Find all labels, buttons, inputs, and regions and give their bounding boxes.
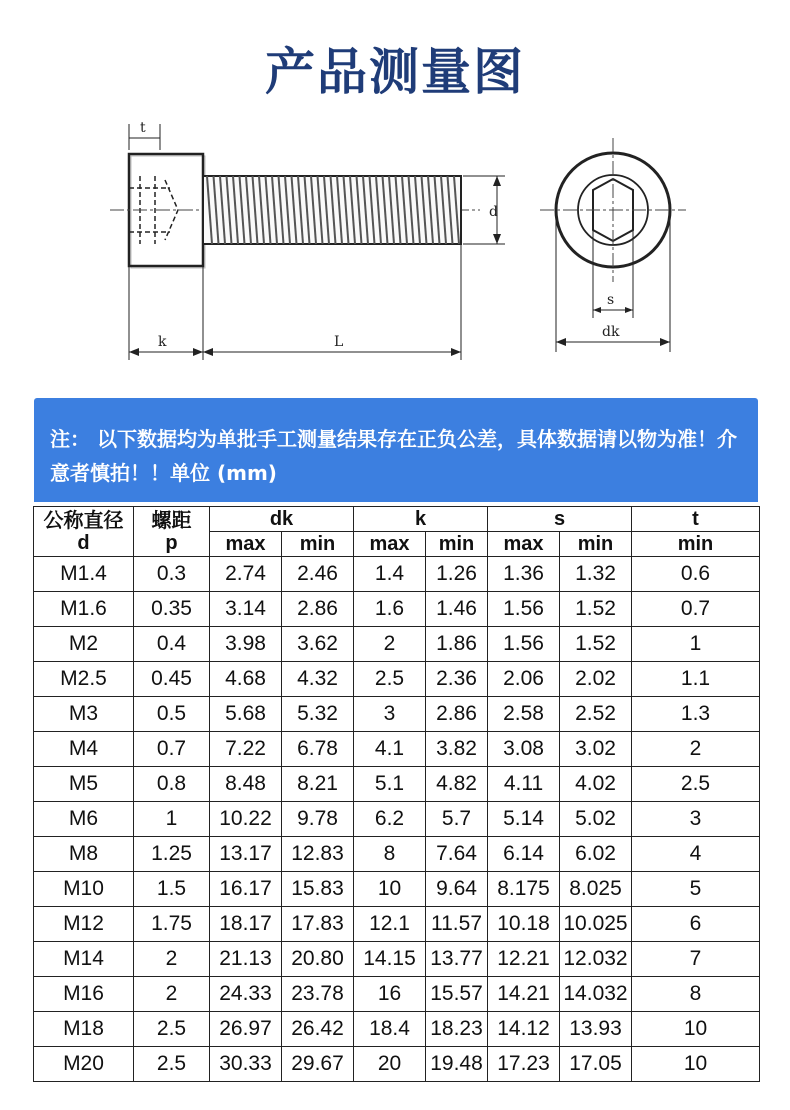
- table-row: [34, 592, 760, 627]
- cell-dk-min: 2.86: [282, 592, 354, 627]
- table-row: [34, 662, 760, 697]
- cell-nominal-d: M1.4: [34, 557, 134, 592]
- cell-k-max: 2: [354, 627, 426, 662]
- cell-pitch: 1: [134, 802, 210, 837]
- cell-s-min: 8.025: [560, 872, 632, 907]
- cell-t-min: 0.6: [632, 557, 760, 592]
- page-title: 产品测量图: [265, 43, 525, 101]
- cell-t-min: 8: [632, 977, 760, 1012]
- header-dk-max: max: [210, 532, 282, 557]
- cell-dk-min: 17.83: [282, 907, 354, 942]
- cell-dk-max: 8.48: [210, 767, 282, 802]
- cell-dk-min: 5.32: [282, 697, 354, 732]
- dim-label-t: t: [140, 120, 146, 136]
- table-row: [34, 977, 760, 1012]
- table-row: [34, 837, 760, 872]
- header-dk-min: min: [282, 532, 354, 557]
- table-row: [34, 627, 760, 662]
- dim-label-dk: dk: [602, 324, 620, 340]
- cell-nominal-d: M8: [34, 837, 134, 872]
- cell-k-min: 1.46: [426, 592, 488, 627]
- dim-label-L: L: [334, 334, 344, 350]
- cell-dk-min: 12.83: [282, 837, 354, 872]
- cell-pitch: 1.25: [134, 837, 210, 872]
- bolt-end-view: [540, 138, 686, 352]
- cell-t-min: 4: [632, 837, 760, 872]
- cell-k-min: 15.57: [426, 977, 488, 1012]
- cell-s-min: 1.52: [560, 592, 632, 627]
- bolt-measurement-diagram: [0, 110, 790, 380]
- cell-dk-min: 23.78: [282, 977, 354, 1012]
- cell-s-min: 6.02: [560, 837, 632, 872]
- table-row: [34, 942, 760, 977]
- cell-dk-min: 2.46: [282, 557, 354, 592]
- table-row: [34, 557, 760, 592]
- cell-pitch: 2.5: [134, 1012, 210, 1047]
- cell-nominal-d: M12: [34, 907, 134, 942]
- table-row: [34, 872, 760, 907]
- cell-t-min: 3: [632, 802, 760, 837]
- cell-t-min: 10: [632, 1012, 760, 1047]
- cell-s-max: 14.21: [488, 977, 560, 1012]
- cell-t-min: 2: [632, 732, 760, 767]
- cell-k-max: 10: [354, 872, 426, 907]
- cell-t-min: 1.3: [632, 697, 760, 732]
- cell-pitch: 2: [134, 977, 210, 1012]
- cell-k-max: 12.1: [354, 907, 426, 942]
- cell-pitch: 0.35: [134, 592, 210, 627]
- table-row: [34, 767, 760, 802]
- cell-nominal-d: M5: [34, 767, 134, 802]
- cell-dk-min: 8.21: [282, 767, 354, 802]
- cell-k-min: 1.86: [426, 627, 488, 662]
- cell-dk-max: 24.33: [210, 977, 282, 1012]
- cell-k-max: 16: [354, 977, 426, 1012]
- bolt-side-view: [110, 120, 505, 360]
- cell-dk-min: 20.80: [282, 942, 354, 977]
- cell-s-max: 4.11: [488, 767, 560, 802]
- cell-k-min: 18.23: [426, 1012, 488, 1047]
- cell-pitch: 0.4: [134, 627, 210, 662]
- cell-k-min: 13.77: [426, 942, 488, 977]
- cell-s-min: 14.032: [560, 977, 632, 1012]
- cell-k-min: 1.26: [426, 557, 488, 592]
- header-k-min: min: [426, 532, 488, 557]
- spec-table: [33, 506, 760, 1082]
- header-k-max: max: [354, 532, 426, 557]
- cell-nominal-d: M6: [34, 802, 134, 837]
- cell-s-max: 3.08: [488, 732, 560, 767]
- cell-k-min: 2.36: [426, 662, 488, 697]
- cell-t-min: 6: [632, 907, 760, 942]
- cell-s-max: 14.12: [488, 1012, 560, 1047]
- cell-s-min: 4.02: [560, 767, 632, 802]
- cell-s-max: 12.21: [488, 942, 560, 977]
- cell-s-max: 1.36: [488, 557, 560, 592]
- header-dk: dk: [210, 507, 354, 532]
- cell-k-min: 2.86: [426, 697, 488, 732]
- cell-s-min: 12.032: [560, 942, 632, 977]
- cell-pitch: 0.3: [134, 557, 210, 592]
- cell-pitch: 1.75: [134, 907, 210, 942]
- cell-dk-max: 5.68: [210, 697, 282, 732]
- cell-k-min: 4.82: [426, 767, 488, 802]
- cell-k-max: 4.1: [354, 732, 426, 767]
- cell-nominal-d: M2.5: [34, 662, 134, 697]
- cell-s-max: 1.56: [488, 627, 560, 662]
- cell-k-max: 20: [354, 1047, 426, 1082]
- table-header-row: [34, 507, 760, 532]
- cell-s-min: 10.025: [560, 907, 632, 942]
- cell-dk-max: 3.14: [210, 592, 282, 627]
- cell-s-max: 17.23: [488, 1047, 560, 1082]
- cell-nominal-d: M1.6: [34, 592, 134, 627]
- cell-s-min: 2.52: [560, 697, 632, 732]
- cell-pitch: 0.45: [134, 662, 210, 697]
- cell-k-max: 2.5: [354, 662, 426, 697]
- cell-t-min: 5: [632, 872, 760, 907]
- cell-k-max: 1.6: [354, 592, 426, 627]
- cell-k-max: 3: [354, 697, 426, 732]
- cell-k-max: 1.4: [354, 557, 426, 592]
- table-row: [34, 1047, 760, 1082]
- cell-dk-min: 4.32: [282, 662, 354, 697]
- cell-pitch: 1.5: [134, 872, 210, 907]
- dim-label-d: d: [489, 204, 498, 220]
- cell-s-min: 2.02: [560, 662, 632, 697]
- cell-nominal-d: M10: [34, 872, 134, 907]
- cell-pitch: 2.5: [134, 1047, 210, 1082]
- cell-t-min: 1: [632, 627, 760, 662]
- dim-label-s: s: [607, 292, 615, 308]
- cell-dk-max: 16.17: [210, 872, 282, 907]
- cell-s-max: 1.56: [488, 592, 560, 627]
- header-k: k: [354, 507, 488, 532]
- cell-nominal-d: M4: [34, 732, 134, 767]
- cell-s-min: 3.02: [560, 732, 632, 767]
- cell-s-max: 2.58: [488, 697, 560, 732]
- measurement-note: 注： 以下数据均为单批手工测量结果存在正负公差，具体数据请以物为准！介意者慎拍！！单位 (mm): [34, 398, 758, 502]
- cell-dk-max: 10.22: [210, 802, 282, 837]
- cell-dk-min: 15.83: [282, 872, 354, 907]
- cell-s-min: 13.93: [560, 1012, 632, 1047]
- cell-s-max: 5.14: [488, 802, 560, 837]
- cell-dk-min: 9.78: [282, 802, 354, 837]
- header-s-min: min: [560, 532, 632, 557]
- cell-s-max: 10.18: [488, 907, 560, 942]
- cell-t-min: 7: [632, 942, 760, 977]
- header-s: s: [488, 507, 632, 532]
- cell-nominal-d: M20: [34, 1047, 134, 1082]
- cell-k-max: 5.1: [354, 767, 426, 802]
- cell-t-min: 2.5: [632, 767, 760, 802]
- cell-s-max: 8.175: [488, 872, 560, 907]
- cell-dk-max: 7.22: [210, 732, 282, 767]
- table-row: [34, 802, 760, 837]
- cell-nominal-d: M14: [34, 942, 134, 977]
- dim-label-k: k: [158, 334, 167, 350]
- cell-nominal-d: M3: [34, 697, 134, 732]
- header-t: t: [632, 507, 760, 532]
- cell-pitch: 0.8: [134, 767, 210, 802]
- cell-dk-min: 3.62: [282, 627, 354, 662]
- cell-k-min: 7.64: [426, 837, 488, 872]
- header-t-min: min: [632, 532, 760, 557]
- cell-k-max: 8: [354, 837, 426, 872]
- cell-dk-max: 21.13: [210, 942, 282, 977]
- cell-nominal-d: M2: [34, 627, 134, 662]
- cell-k-max: 6.2: [354, 802, 426, 837]
- table-row: [34, 907, 760, 942]
- cell-k-max: 14.15: [354, 942, 426, 977]
- cell-dk-max: 2.74: [210, 557, 282, 592]
- cell-t-min: 0.7: [632, 592, 760, 627]
- table-row: [34, 1012, 760, 1047]
- cell-s-min: 1.32: [560, 557, 632, 592]
- cell-nominal-d: M16: [34, 977, 134, 1012]
- cell-k-min: 3.82: [426, 732, 488, 767]
- cell-dk-max: 13.17: [210, 837, 282, 872]
- cell-k-min: 9.64: [426, 872, 488, 907]
- cell-dk-min: 26.42: [282, 1012, 354, 1047]
- header-pitch: 螺距 p: [134, 507, 210, 557]
- cell-dk-max: 4.68: [210, 662, 282, 697]
- cell-dk-min: 6.78: [282, 732, 354, 767]
- cell-dk-max: 26.97: [210, 1012, 282, 1047]
- cell-s-min: 1.52: [560, 627, 632, 662]
- cell-t-min: 10: [632, 1047, 760, 1082]
- cell-t-min: 1.1: [632, 662, 760, 697]
- cell-dk-max: 3.98: [210, 627, 282, 662]
- cell-s-min: 5.02: [560, 802, 632, 837]
- cell-dk-max: 30.33: [210, 1047, 282, 1082]
- cell-pitch: 0.7: [134, 732, 210, 767]
- cell-k-min: 5.7: [426, 802, 488, 837]
- cell-k-min: 19.48: [426, 1047, 488, 1082]
- cell-s-max: 2.06: [488, 662, 560, 697]
- header-nominal-diameter: 公称直径 d: [34, 507, 134, 557]
- cell-k-max: 18.4: [354, 1012, 426, 1047]
- cell-pitch: 0.5: [134, 697, 210, 732]
- cell-dk-max: 18.17: [210, 907, 282, 942]
- table-row: [34, 697, 760, 732]
- cell-dk-min: 29.67: [282, 1047, 354, 1082]
- cell-s-min: 17.05: [560, 1047, 632, 1082]
- table-row: [34, 732, 760, 767]
- header-s-max: max: [488, 532, 560, 557]
- cell-pitch: 2: [134, 942, 210, 977]
- cell-s-max: 6.14: [488, 837, 560, 872]
- cell-k-min: 11.57: [426, 907, 488, 942]
- cell-nominal-d: M18: [34, 1012, 134, 1047]
